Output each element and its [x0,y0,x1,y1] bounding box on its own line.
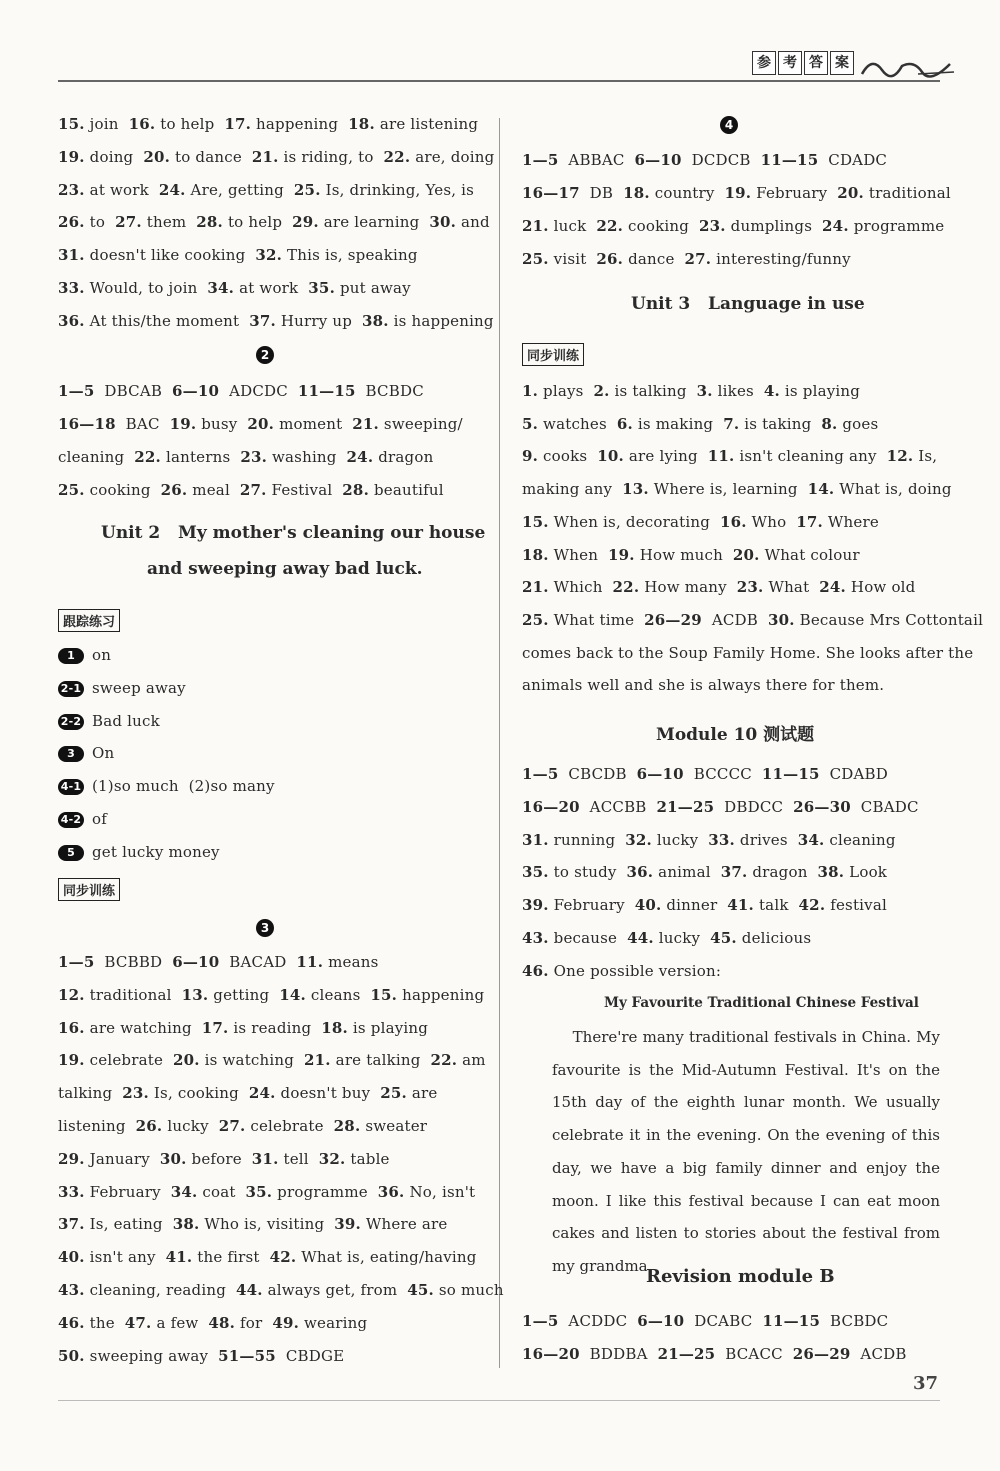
header-tag-char: 考 [778,51,802,75]
track-item-tag: 4-2 [58,812,84,828]
revision-module-title: Revision module B [646,1266,835,1287]
header-tag-char: 参 [752,51,776,75]
unit2-title-line2: and sweeping away bad luck. [147,559,423,579]
answer-line: listening 26. lucky 27. celebrate 28. sweater [58,1117,428,1135]
answer-line: 26. to 27. them 28. to help 29. are learning 30. and [58,213,490,232]
answer-line: 46. One possible version: [522,961,722,980]
answer-line: 50. sweeping away 51—55 CBDGE [58,1346,345,1365]
track-item-answer: (1)so much (2)so many [92,777,275,796]
essay-body: There're many traditional festivals in China. My favourite is the Mid-Autumn Festival. It's on the 15th day of the eighth lunar month. We usually celebrate it in the evening. On the evening of this day, we have a big family dinner and enjoy the moon. I like this festival because I can eat moon cakes and listen to stories about the festival from my grandma. [552,1028,940,1275]
answer-line: 1—5 BCBBD 6—10 BACAD 11. means [58,953,379,971]
essay-title: My Favourite Traditional Chinese Festival [604,995,919,1011]
answer-line: comes back to the Soup Family Home. She looks after the [522,643,974,662]
answer-line: making any 13. Where is, learning 14. What is, doing [522,480,952,499]
track-item-answer: on [92,646,112,664]
answer-line: 43. cleaning, reading 44. always get, from 45. so much [58,1281,504,1299]
answer-line: 37. Is, eating 38. Who is, visiting 39. Where are [58,1215,448,1234]
answer-line: cleaning 22. lanterns 23. washing 24. dragon [58,448,434,466]
answer-line: 46. the 47. a few 48. for 49. wearing [58,1313,368,1332]
answer-line: 40. isn't any 41. the first 42. What is, eating/having [58,1248,477,1267]
track-item-answer: On [92,744,115,763]
answer-line: 19. doing 20. to dance 21. is riding, to 22. are, doing [58,147,495,166]
answer-line: 15. When is, decorating 16. Who 17. Where [522,512,879,531]
section-number-3: 3 [256,919,274,937]
track-item-answer: Bad luck [92,711,160,730]
track-item-tag: 4-1 [58,779,84,795]
answer-line: 9. cooks 10. are lying 11. isn't cleaning any 12. Is, [522,447,938,466]
track-item [58,843,220,861]
track-item-tag: 2-2 [58,714,84,730]
answer-line: 19. celebrate 20. is watching 21. are talking 22. am [58,1051,486,1070]
answer-line: 16—20 BDDBA 21—25 BCACC 26—29 ACDB [522,1345,907,1363]
track-item-answer: sweep away [92,678,186,697]
brand-logo-icon [858,52,958,80]
unit3-title: Unit 3 Language in use [631,294,865,314]
track-item [58,810,107,828]
answer-line: 21. Which 22. How many 23. What 24. How old [522,578,916,597]
answer-line: 12. traditional 13. getting 14. cleans 15. happening [58,985,485,1004]
answer-line: talking 23. Is, cooking 24. doesn't buy 25. are [58,1084,438,1103]
track-item [58,646,111,664]
answer-line: 25. cooking 26. meal 27. Festival 28. beautiful [58,481,444,499]
header-tag-char: 案 [830,51,854,75]
track-item [58,679,186,697]
sync-training-label-left: 同步训练 [58,878,120,901]
answer-line: 43. because 44. lucky 45. delicious [522,929,812,947]
answer-line: 29. January 30. before 31. tell 32. table [58,1149,390,1168]
track-item-tag: 5 [58,845,84,861]
answer-line: 25. visit 26. dance 27. interesting/funny [522,250,851,268]
answer-line: 1—5 ACDDC 6—10 DCABC 11—15 BCBDC [522,1312,889,1330]
section-number-2: 2 [256,346,274,364]
track-item [58,712,160,730]
track-item-answer: get lucky money [92,842,220,861]
track-item [58,744,114,762]
header-tag [752,51,854,75]
answer-line: 1—5 ABBAC 6—10 DCDCB 11—15 CDADC [522,151,888,169]
answer-line: animals well and she is always there for them. [522,676,885,695]
answer-line: 16—20 ACCBB 21—25 DBDCC 26—30 CBADC [522,797,919,816]
answer-line: 16—17 DB 18. country 19. February 20. traditional [522,184,951,202]
answer-line: 16. are watching 17. is reading 18. is playing [58,1018,429,1037]
track-practice-label: 跟踪练习 [58,609,120,632]
unit2-title-line1: Unit 2 My mother's cleaning our house [101,523,486,543]
track-item [58,777,275,795]
answer-line: 35. to study 36. animal 37. dragon 38. Look [522,863,888,882]
footer-rule [58,1400,940,1401]
answer-line: 18. When 19. How much 20. What colour [522,545,860,564]
track-item-answer: of [92,810,107,828]
track-item-tag: 2-1 [58,681,84,697]
module10-title: Module 10 测试题 [656,725,815,745]
track-item-tag: 3 [58,746,84,762]
answer-line: 1—5 DBCAB 6—10 ADCDC 11—15 BCBDC [58,382,424,400]
track-item-tag: 1 [58,648,84,664]
answer-line: 21. luck 22. cooking 23. dumplings 24. programme [522,217,945,235]
answer-line: 39. February 40. dinner 41. talk 42. festival [522,896,887,915]
header-rule [58,80,940,82]
answer-line: 36. At this/the moment 37. Hurry up 38. is happening [58,311,494,330]
column-divider [499,118,500,1368]
answer-line: 33. February 34. coat 35. programme 36. No, isn't [58,1182,476,1201]
section-number-4: 4 [720,116,738,134]
header-tag-char: 答 [804,51,828,75]
answer-line: 33. Would, to join 34. at work 35. put away [58,279,411,297]
answer-line: 16—18 BAC 19. busy 20. moment 21. sweeping/ [58,415,463,433]
answer-line: 1—5 CBCDB 6—10 BCCCC 11—15 CDABD [522,765,888,783]
answer-line: 5. watches 6. is making 7. is taking 8. goes [522,414,879,433]
answer-line: 25. What time 26—29 ACDB 30. Because Mrs Cottontail [522,610,984,629]
answer-line: 23. at work 24. Are, getting 25. Is, drinking, Yes, is [58,180,475,199]
answer-line: 1. plays 2. is talking 3. likes 4. is playing [522,382,861,400]
answer-line: 31. doesn't like cooking 32. This is, speaking [58,246,418,265]
answer-line: 15. join 16. to help 17. happening 18. are listening [58,115,479,133]
sync-training-label-right: 同步训练 [522,343,584,366]
answer-line: 31. running 32. lucky 33. drives 34. cleaning [522,830,896,849]
page-number: 37 [913,1373,939,1394]
